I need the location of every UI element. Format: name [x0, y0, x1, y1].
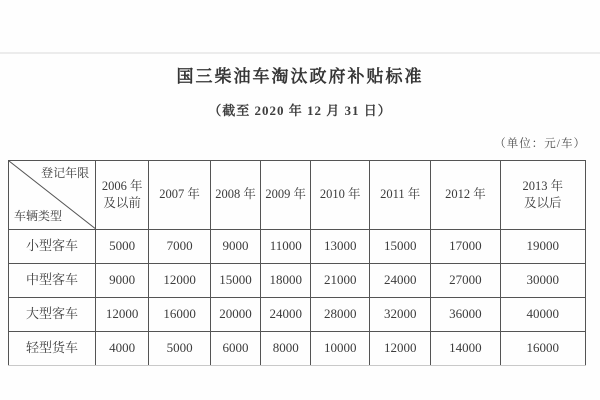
cell: 24000 [261, 297, 311, 331]
col-header-2011: 2011 年 [370, 161, 431, 230]
cell: 5000 [149, 331, 211, 365]
cell: 20000 [210, 297, 260, 331]
col-header-2008: 2008 年 [210, 161, 260, 230]
col-header-2009: 2009 年 [261, 161, 311, 230]
subsidy-table [8, 160, 586, 366]
cell: 32000 [370, 297, 431, 331]
col-header-2012: 2012 年 [431, 161, 500, 230]
row-label: 中型客车 [9, 263, 96, 297]
corner-cell [9, 161, 96, 230]
cell: 7000 [149, 229, 211, 263]
document-title: 国三柴油车淘汰政府补贴标准 [176, 67, 424, 86]
cell: 28000 [311, 297, 370, 331]
cell: 19000 [500, 229, 585, 263]
cell: 18000 [261, 263, 311, 297]
cell: 12000 [370, 331, 431, 365]
cell: 9000 [210, 229, 260, 263]
table-row-light-truck [9, 331, 586, 365]
cell: 30000 [500, 263, 585, 297]
cell: 14000 [431, 331, 500, 365]
cell: 9000 [96, 263, 149, 297]
cell: 16000 [500, 331, 585, 365]
cell: 6000 [210, 331, 260, 365]
cell: 12000 [149, 263, 211, 297]
corner-bottom-left-label: 车辆类型 [14, 209, 63, 224]
cell: 24000 [370, 263, 431, 297]
unit-label: （单位：元/车） [494, 138, 586, 150]
cell: 21000 [311, 263, 370, 297]
table-row-small-bus [9, 229, 586, 263]
table-header-row [9, 161, 586, 230]
corner-top-right-label: 登记年限 [41, 166, 90, 180]
cell: 27000 [431, 263, 500, 297]
col-header-2010: 2010 年 [311, 161, 370, 230]
col-header-2013: 2013 年 及以后 [500, 161, 585, 230]
cell: 13000 [311, 229, 370, 263]
cell: 12000 [96, 297, 149, 331]
cell: 40000 [500, 297, 585, 331]
cell: 17000 [431, 229, 500, 263]
cell: 10000 [311, 331, 370, 365]
row-label: 大型客车 [9, 297, 96, 331]
cell: 5000 [96, 229, 149, 263]
row-label: 轻型货车 [9, 331, 96, 365]
document-subtitle: （截至 2020 年 12 月 31 日） [208, 103, 392, 118]
cell: 15000 [370, 229, 431, 263]
cell: 15000 [210, 263, 260, 297]
col-header-2007: 2007 年 [149, 161, 211, 230]
cell: 11000 [261, 229, 311, 263]
top-divider-rule [0, 52, 600, 54]
row-label: 小型客车 [9, 229, 96, 263]
table-row-large-bus [9, 297, 586, 331]
cell: 36000 [431, 297, 500, 331]
cell: 8000 [261, 331, 311, 365]
table-row-medium-bus [9, 263, 586, 297]
cell: 16000 [149, 297, 211, 331]
cell: 4000 [96, 331, 149, 365]
col-header-2006: 2006 年 及以前 [96, 161, 149, 230]
